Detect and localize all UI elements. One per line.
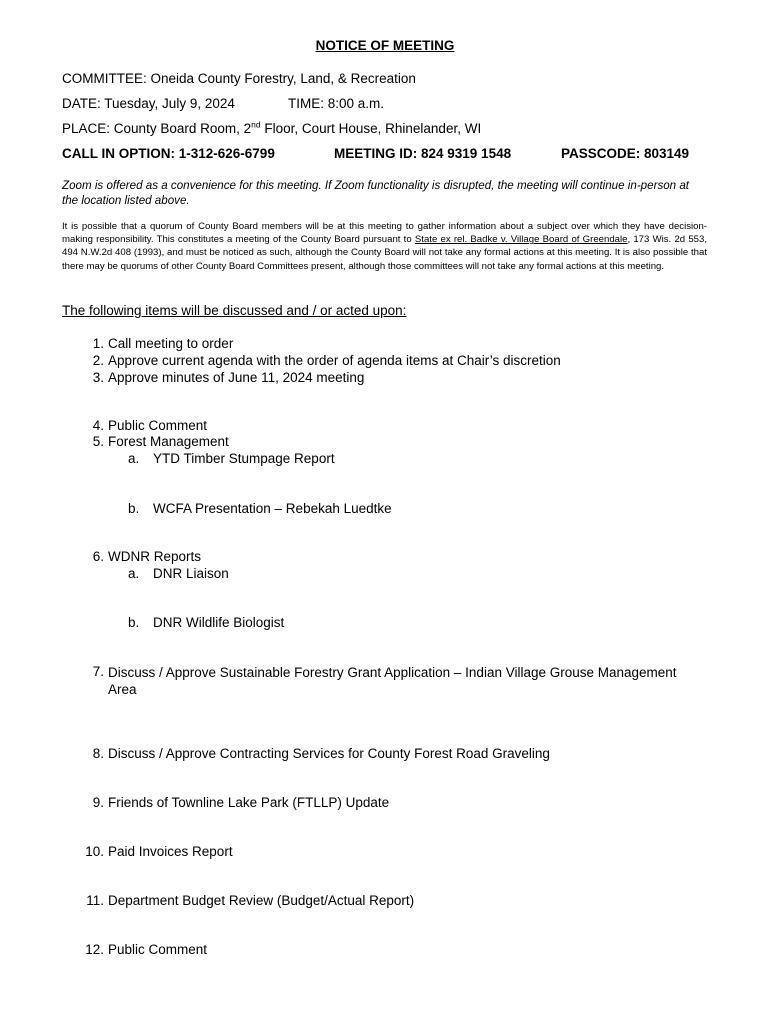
time-label: TIME: (288, 96, 324, 111)
agenda-item-number: 2. (92, 353, 104, 368)
agenda-item-number: 10. (85, 844, 104, 859)
quorum-text-start: It is possible that a quorum of County Board members will be at this meeting to gather information about a subject over which they have decision-making responsibility. This constitutes a meeting of the County Board pursuant to (62, 221, 707, 246)
agenda-item-text: Approve current agenda with the order of agenda items at Chair’s discretion (108, 353, 561, 368)
zoom-notice: Zoom is offered as a convenience for this meeting. If Zoom functionality is disrupted, the meeting will continue in-person at the location listed above. (62, 179, 690, 207)
agenda-item-text: Friends of Townline Lake Park (FTLLP) Update (108, 795, 390, 810)
agenda-item-number: 6. (92, 549, 104, 564)
meeting-id: MEETING ID: 824 9319 1548 (334, 146, 512, 161)
agenda-subitem-text: WCFA Presentation – Rebekah Luedtke (153, 501, 392, 516)
agenda-item-text: Public Comment (108, 418, 208, 433)
agenda-item-text: Approve minutes of June 11, 2024 meeting (108, 370, 365, 385)
agenda-item-text: Department Budget Review (Budget/Actual Report) (108, 893, 415, 908)
agenda-subitem-text: YTD Timber Stumpage Report (153, 451, 335, 466)
quorum-notice (62, 220, 707, 273)
agenda-item-number: 8. (92, 746, 104, 761)
agenda-item-number: 7. (92, 664, 104, 679)
agenda-subitem-letter: a. (128, 451, 140, 466)
place-superscript: nd (251, 119, 261, 130)
agenda-subitem-letter: a. (128, 566, 140, 581)
place-label: PLACE: (62, 121, 111, 136)
agenda-subitem-text: DNR Wildlife Biologist (153, 615, 285, 630)
agenda-subitem-text: DNR Liaison (153, 566, 229, 581)
time-line (288, 96, 384, 111)
agenda-item-number: 11. (86, 893, 104, 908)
agenda-item-text: Call meeting to order (108, 336, 234, 351)
place-line (62, 121, 481, 136)
agenda-item-text: Discuss / Approve Sustainable Forestry Grant Application – Indian Village Grouse Management Area (108, 665, 677, 697)
committee-line (62, 71, 416, 86)
agenda-item-text: Forest Management (108, 434, 229, 449)
agenda-subitem-letter: b. (128, 615, 140, 630)
date-line (62, 96, 235, 111)
call-in-option: CALL IN OPTION: 1-312-626-6799 (62, 146, 275, 161)
time-value: 8:00 a.m. (327, 96, 385, 111)
agenda-item-number: 4. (92, 418, 104, 433)
date-value: Tuesday, July 9, 2024 (104, 96, 235, 111)
agenda-item-number: 5. (92, 434, 104, 449)
case-citation: State ex rel. Badke v. Village Board of Greendale (414, 234, 628, 246)
committee-value: Oneida County Forestry, Land, & Recreation (150, 71, 416, 86)
agenda-item-number: 1. (92, 336, 104, 351)
agenda-item-text: Discuss / Approve Contracting Services for County Forest Road Graveling (108, 746, 550, 761)
agenda-item-number: 3. (92, 370, 104, 385)
document-title: NOTICE OF MEETING (315, 38, 455, 53)
date-label: DATE: (62, 96, 101, 111)
committee-label: COMMITTEE: (62, 71, 147, 86)
agenda-item-text: Paid Invoices Report (108, 844, 233, 859)
passcode: PASSCODE: 803149 (561, 146, 690, 161)
agenda-subitem-letter: b. (128, 501, 140, 516)
agenda-heading: The following items will be discussed and / or acted upon: (62, 303, 407, 318)
place-value-end: Floor, Court House, Rhinelander, WI (260, 121, 482, 136)
agenda-item-number: 12. (85, 942, 104, 957)
place-value-start: County Board Room, 2 (113, 121, 252, 136)
agenda-item-text: WDNR Reports (108, 549, 202, 564)
agenda-item-text: Public Comment (108, 942, 208, 957)
agenda-item-number: 9. (92, 795, 104, 810)
quorum-text-end: , 173 Wis. 2d 553, 494 N.W.2d 408 (1993), and must be noticed as such, although the County Board will not take any formal actions at this meeting. It is also possible that there may be quorums of other County Board Committees present, although those committees will not take any formal actions at this meeting. (62, 234, 707, 272)
